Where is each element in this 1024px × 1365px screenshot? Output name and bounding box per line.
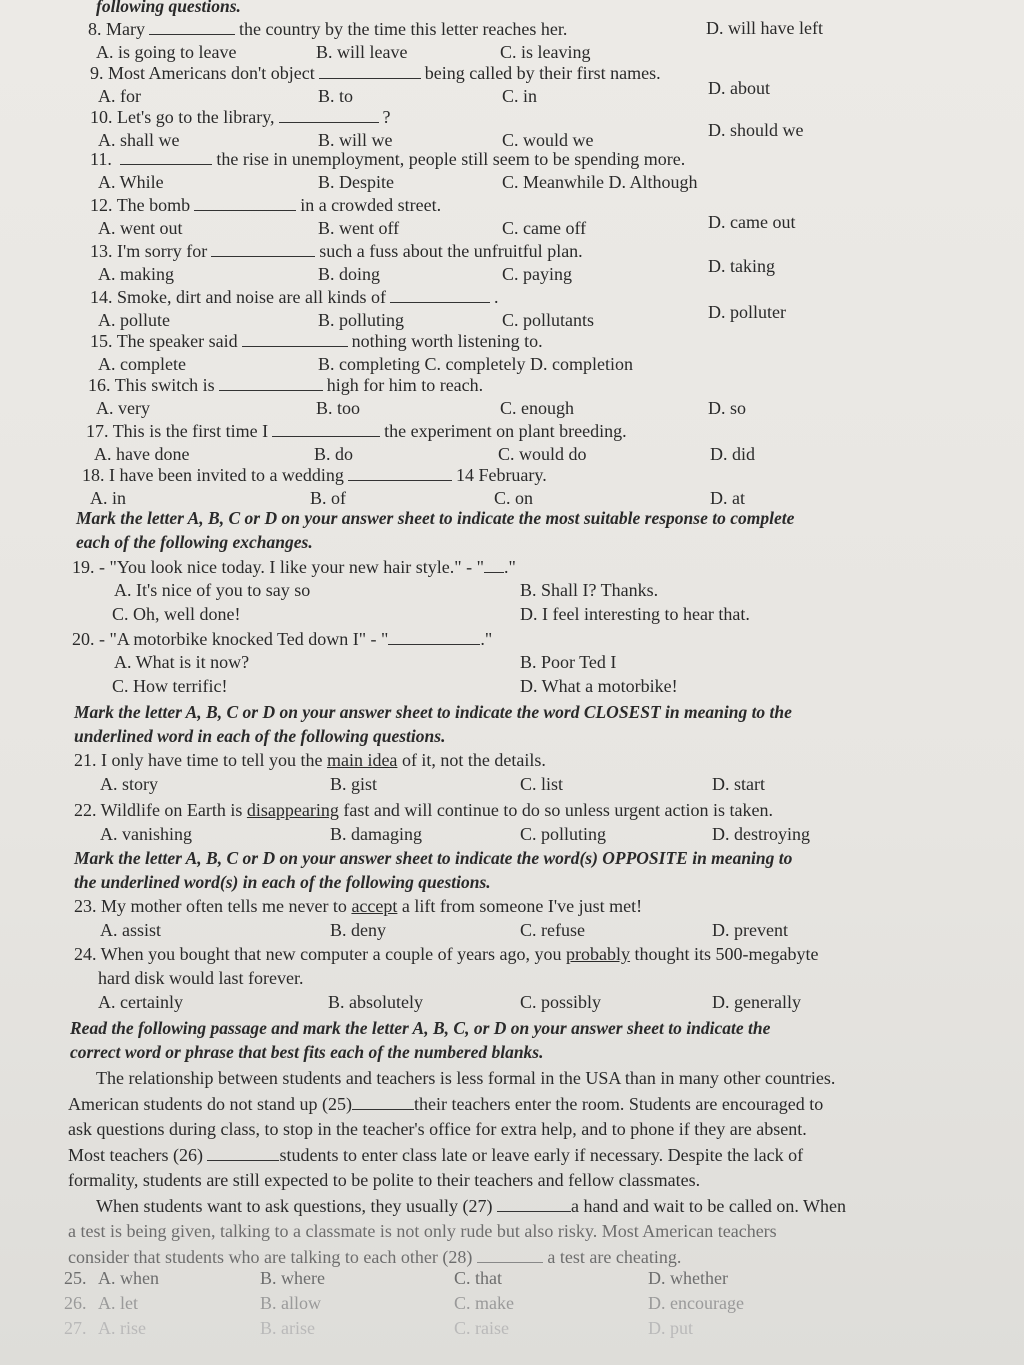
option-d[interactable]: D. at <box>710 488 745 508</box>
option-d[interactable]: D. taking <box>708 256 775 276</box>
question-number: 10. <box>90 107 117 127</box>
stem-text: The bomb <box>116 195 191 215</box>
answer-blank[interactable] <box>149 16 235 35</box>
blank-27[interactable] <box>497 1193 571 1212</box>
instruction-line: the underlined word(s) in each of the following questions. <box>74 872 491 892</box>
options-row <box>90 256 990 286</box>
options-row <box>74 990 994 1014</box>
option-c[interactable]: C. make <box>454 1293 514 1313</box>
option-b[interactable]: B. allow <box>260 1293 321 1313</box>
passage-line: The relationship between students and teachers is less formal in the USA than in many other countries. <box>96 1068 836 1088</box>
answer-blank[interactable] <box>388 626 480 645</box>
option-c[interactable]: C. paying <box>502 264 572 284</box>
option-a[interactable]: A. very <box>96 398 150 418</box>
question-stem <box>90 284 990 308</box>
stem-text: the experiment on plant breeding. <box>384 421 627 441</box>
option-c[interactable]: C. is leaving <box>500 42 591 62</box>
option-a[interactable]: A. story <box>100 774 158 794</box>
reading-passage <box>68 1066 988 1270</box>
question-stem: 20. - "A motorbike knocked Ted down I" - " ." <box>72 626 992 650</box>
options-row <box>90 170 990 194</box>
instruction-line: Mark the letter A, B, C or D on your answer sheet to indicate the most suitable response to complete <box>76 508 795 528</box>
option-a[interactable]: A. when <box>98 1268 159 1288</box>
option-a[interactable]: A. assist <box>100 920 162 940</box>
option-c[interactable]: C. in <box>502 86 538 106</box>
question-number: 17. <box>86 421 113 441</box>
answer-number: 25. <box>64 1268 87 1288</box>
passage-line: ask questions during class, to stop in the teacher's office for extra help, and to phone if they are absent. <box>68 1119 807 1139</box>
option-c[interactable]: C. refuse <box>520 920 585 940</box>
option-c[interactable]: C. possibly <box>520 992 602 1012</box>
option-a[interactable]: A. vanishing <box>100 824 192 844</box>
question-10 <box>90 104 990 152</box>
option-b[interactable]: B. damaging <box>330 824 422 844</box>
instruction-opposite <box>74 846 792 894</box>
instruction-line: each of the following exchanges. <box>76 532 313 552</box>
stem-text: nothing worth listening to. <box>351 331 543 351</box>
question-20 <box>72 626 992 698</box>
option-c[interactable]: C. that <box>454 1268 502 1288</box>
blank-28[interactable] <box>477 1244 543 1263</box>
question-15 <box>90 328 990 376</box>
answer-blank[interactable] <box>194 192 296 211</box>
option-a[interactable]: A. While <box>98 172 164 192</box>
question-number: 18. <box>82 465 109 485</box>
options-row <box>72 674 992 698</box>
question-stem: 22. Wildlife on Earth is disappearing fast and will continue to do so unless urgent action is taken. <box>74 800 773 820</box>
passage-line: consider that students who are talking to each other (28) a test are cheating. <box>68 1244 988 1270</box>
question-number: 12. <box>90 195 117 215</box>
options-row <box>74 918 994 942</box>
passage-line: When students want to ask questions, they usually (27) a hand and wait to be called on. When <box>68 1193 988 1219</box>
instruction-responses <box>76 506 794 554</box>
option-d[interactable]: D. What a motorbike! <box>520 676 678 696</box>
underlined-word: accept <box>351 896 398 916</box>
answer-blank[interactable] <box>211 238 315 257</box>
option-a[interactable]: A. pollute <box>98 310 170 330</box>
option-a[interactable]: A. complete <box>98 354 186 374</box>
question-14 <box>90 284 990 332</box>
option-b[interactable]: B. Despite <box>318 172 394 192</box>
question-stem: 21. I only have time to tell you the main idea of it, not the details. <box>74 750 546 770</box>
option-b[interactable]: B. deny <box>330 920 386 940</box>
stem-text: the rise in unemployment, people still seem to be spending more. <box>216 149 686 169</box>
question-number: 9. <box>90 63 108 83</box>
option-c[interactable]: C. pollutants <box>502 310 595 330</box>
question-number: 11. <box>90 149 117 169</box>
option-d[interactable]: D. prevent <box>712 920 788 940</box>
underlined-word: probably <box>566 944 631 964</box>
option-d[interactable]: D. came out <box>708 212 796 232</box>
stem-text: I'm sorry for <box>117 241 208 261</box>
stem-text: in a crowded street. <box>300 195 442 215</box>
question-stem <box>90 104 990 128</box>
option-a[interactable]: A. making <box>98 264 174 284</box>
answer-options-block <box>64 1266 984 1341</box>
option-c[interactable]: C. would we <box>502 130 594 150</box>
option-a[interactable]: A. went out <box>98 218 183 238</box>
answer-number: 26. <box>64 1293 87 1313</box>
option-d[interactable]: D. should we <box>708 120 804 140</box>
option-d[interactable]: D. put <box>648 1318 693 1338</box>
question-stem <box>90 192 990 216</box>
option-b[interactable]: B. completing C. completely D. completion <box>318 354 633 374</box>
blank-26[interactable] <box>207 1142 279 1161</box>
option-c[interactable]: C. Oh, well done! <box>112 604 241 624</box>
question-stem-line2: hard disk would last forever. <box>98 968 304 988</box>
option-b[interactable]: B. do <box>314 444 354 464</box>
option-b[interactable]: B. to <box>318 86 354 106</box>
question-stem: 23. My mother often tells me never to accept a lift from someone I've just met! <box>74 896 643 916</box>
option-b[interactable]: B. went off <box>318 218 400 238</box>
question-12 <box>90 192 990 240</box>
answer-blank[interactable] <box>120 146 212 165</box>
answer-blank[interactable] <box>319 60 421 79</box>
answer-blank[interactable] <box>348 462 452 481</box>
options-row <box>90 212 990 240</box>
options-row <box>72 650 992 674</box>
stem-text: high for him to reach. <box>326 375 484 395</box>
stem-text: the country by the time this letter reaches her. <box>239 19 568 39</box>
option-b[interactable]: B. arise <box>260 1318 315 1338</box>
option-d[interactable]: D. polluter <box>708 302 786 322</box>
option-b[interactable]: B. where <box>260 1268 325 1288</box>
option-a[interactable]: A. have done <box>94 444 190 464</box>
option-d[interactable]: D. generally <box>712 992 801 1012</box>
question-19 <box>72 554 992 626</box>
option-d[interactable]: D. so <box>708 398 747 418</box>
answer-blank[interactable] <box>279 104 379 123</box>
question-24 <box>74 942 994 1014</box>
options-row <box>72 578 992 602</box>
stem-text: I have been invited to a wedding <box>109 465 344 485</box>
option-c[interactable]: C. on <box>494 488 534 508</box>
option-a[interactable]: A. It's nice of you to say so <box>114 580 311 600</box>
stem-text: Mary <box>106 19 145 39</box>
question-8 <box>88 16 988 64</box>
instruction-line: Mark the letter A, B, C or D on your answer sheet to indicate the word(s) OPPOSITE in meaning to <box>74 848 793 868</box>
option-b[interactable]: B. will we <box>318 130 393 150</box>
option-d[interactable]: D. about <box>708 78 770 98</box>
question-number: 15. <box>90 331 117 351</box>
option-d[interactable]: D. start <box>712 774 765 794</box>
question-stem <box>90 146 990 170</box>
option-c[interactable]: C. list <box>520 774 564 794</box>
option-b[interactable]: B. of <box>310 488 346 508</box>
question-16 <box>88 372 988 420</box>
option-b[interactable]: B. Shall I? Thanks. <box>520 580 659 600</box>
question-stem <box>88 372 988 396</box>
question-18 <box>82 462 982 510</box>
passage-line: formality, students are still expected to be polite to their teachers and fellow classmates. <box>68 1170 701 1190</box>
passage-line: a test is being given, talking to a classmate is not only rude but also risky. Most American teachers <box>68 1221 777 1241</box>
answer-number: 27. <box>64 1318 87 1338</box>
question-number: 14. <box>90 287 117 307</box>
question-23 <box>74 894 994 942</box>
option-b[interactable]: B. doing <box>318 264 381 284</box>
question-stem <box>90 328 990 352</box>
answer-row-25 <box>64 1266 984 1291</box>
option-a[interactable]: A. in <box>90 488 126 508</box>
option-b[interactable]: B. Poor Ted I <box>520 652 617 672</box>
option-b[interactable]: B. will leave <box>316 42 408 62</box>
option-b[interactable]: B. absolutely <box>328 992 423 1012</box>
options-row <box>74 822 994 846</box>
option-c[interactable]: C. polluting <box>520 824 607 844</box>
option-d[interactable]: D. encourage <box>648 1293 744 1313</box>
question-number: 16. <box>88 375 115 395</box>
passage-line: American students do not stand up (25) their teachers enter the room. Students are encouraged to <box>68 1091 988 1117</box>
question-number: 13. <box>90 241 117 261</box>
section-header: following questions. <box>96 0 241 16</box>
options-row <box>88 396 988 420</box>
stem-text: being called by their first names. <box>424 63 661 83</box>
option-c[interactable]: C. came off <box>502 218 587 238</box>
stem-text: such a fuss about the unfruitful plan. <box>319 241 583 261</box>
option-c[interactable]: C. How terrific! <box>112 676 228 696</box>
question-9 <box>90 60 990 108</box>
stem-text: Most Americans don't object <box>108 63 315 83</box>
answer-blank[interactable] <box>219 372 323 391</box>
question-stem <box>90 60 990 84</box>
question-stem <box>88 16 988 40</box>
question-stem <box>86 418 986 442</box>
option-a[interactable]: A. certainly <box>98 992 183 1012</box>
option-c[interactable]: C. Meanwhile D. Although <box>502 172 698 192</box>
option-d[interactable]: D. I feel interesting to hear that. <box>520 604 750 624</box>
question-stem <box>90 238 990 262</box>
option-b[interactable]: B. gist <box>330 774 378 794</box>
instruction-line: Mark the letter A, B, C or D on your answer sheet to indicate the word CLOSEST in meaning to the <box>74 702 792 722</box>
options-row <box>72 602 992 626</box>
option-d[interactable]: D. destroying <box>712 824 810 844</box>
question-stem <box>82 462 982 486</box>
answer-blank[interactable] <box>390 284 490 303</box>
options-row <box>74 772 994 796</box>
stem-text: This is the first time I <box>112 421 269 441</box>
answer-blank[interactable] <box>242 328 348 347</box>
option-a[interactable]: A. for <box>98 86 141 106</box>
question-stem: 19. - "You look nice today. I like your new hair style." - " ." <box>72 554 992 578</box>
stem-text: . <box>493 287 499 307</box>
question-stem: 24. When you bought that new computer a couple of years ago, you probably thought its 500-megabyte <box>74 944 819 964</box>
instruction-line: underlined word in each of the following questions. <box>74 726 446 746</box>
stem-text: The speaker said <box>116 331 238 351</box>
blank-25[interactable] <box>352 1091 414 1110</box>
question-21 <box>74 748 994 796</box>
option-c[interactable]: C. raise <box>454 1318 509 1338</box>
stem-text: Smoke, dirt and noise are all kinds of <box>117 287 386 307</box>
option-d[interactable]: D. will have left <box>706 18 823 38</box>
instruction-closest <box>74 700 792 748</box>
stem-text: Let's go to the library, <box>117 107 275 127</box>
option-a[interactable]: A. let <box>98 1293 138 1313</box>
option-b[interactable]: B. too <box>316 398 361 418</box>
underlined-word: disappearing <box>246 800 339 820</box>
stem-text: ? <box>382 107 391 127</box>
option-a[interactable]: A. shall we <box>98 130 180 150</box>
option-a[interactable]: A. is going to leave <box>96 42 237 62</box>
question-13 <box>90 238 990 286</box>
option-a[interactable]: A. What is it now? <box>114 652 250 672</box>
answer-row-26 <box>64 1291 984 1316</box>
option-d[interactable]: D. did <box>710 444 755 464</box>
instruction-line: correct word or phrase that best fits each of the numbered blanks. <box>70 1042 544 1062</box>
underlined-word: main idea <box>326 750 398 770</box>
stem-text: This switch is <box>114 375 215 395</box>
question-11 <box>90 146 990 194</box>
option-a[interactable]: A. rise <box>98 1318 146 1338</box>
answer-blank[interactable] <box>272 418 380 437</box>
question-number: 8. <box>88 19 106 39</box>
option-d[interactable]: D. whether <box>648 1268 728 1288</box>
option-c[interactable]: C. would do <box>498 444 587 464</box>
option-b[interactable]: B. polluting <box>318 310 405 330</box>
instruction-passage <box>70 1016 990 1064</box>
question-22 <box>74 798 994 846</box>
option-c[interactable]: C. enough <box>500 398 574 418</box>
stem-text: 14 February. <box>455 465 547 485</box>
answer-row-27 <box>64 1316 984 1341</box>
question-17 <box>86 418 986 466</box>
answer-blank[interactable] <box>484 554 504 573</box>
passage-line: Most teachers (26) students to enter class late or leave early if necessary. Despite the lack of <box>68 1142 988 1168</box>
instruction-line: Read the following passage and mark the letter A, B, C, or D on your answer sheet to indicate the <box>70 1018 771 1038</box>
